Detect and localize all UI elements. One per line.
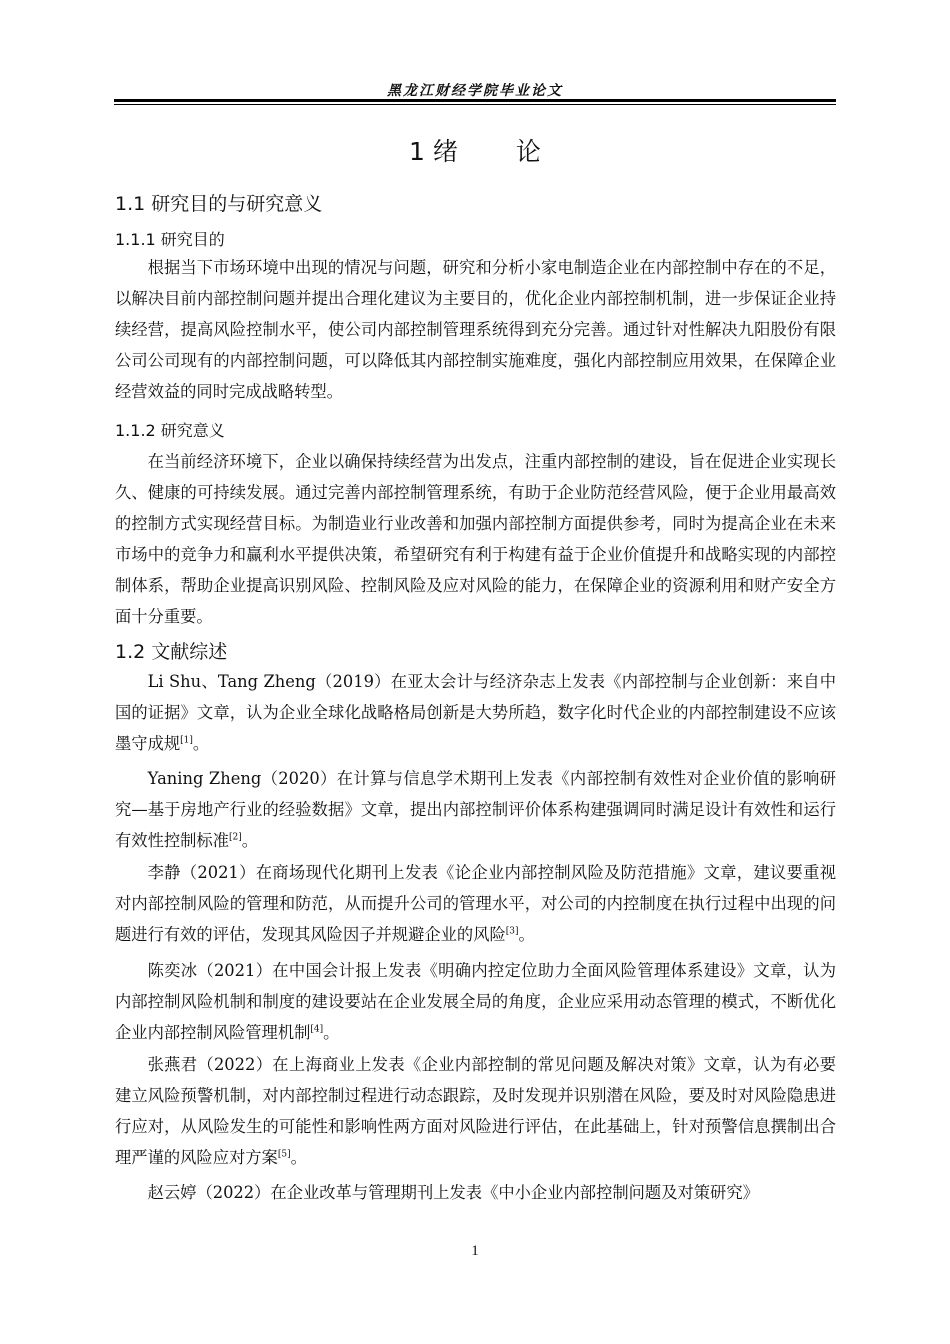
paragraph-research-purpose: 根据当下市场环境中出现的情况与问题，研究和分析小家电制造企业在内部控制中存在的不足，以解决目前内部控制问题并提出合理化建议为主要目的，优化企业内部控制机制，进一步保证企业持续经营，提高风险控制水平，使公司内部控制管理系统得到充分完善。通过针对性解决九阳股份有限公司公司现有的内部控制问题，可以降低其内部控制实施难度，强化内部控制应用效果，在保障企业经营效益的同时完成战略转型。	[115, 258, 836, 401]
citation-ref: [2]	[228, 832, 242, 843]
literature-paragraph: 李静（2021）在商场现代化期刊上发表《论企业内部控制风险及防范措施》文章，建议要重视对内部控制风险的管理和防范，从而提升公司的管理水平，对公司的内控制度在执行过程中出现的问题进行有效的评估，发现其风险因子并规避企业的风险[3]。	[115, 863, 836, 944]
header-rule-thick	[114, 99, 836, 102]
literature-paragraph: 赵云婷（2022）在企业改革与管理期刊上发表《中小企业内部控制问题及对策研究》	[147, 1183, 759, 1202]
literature-paragraph: Yaning Zheng（2020）在计算与信息学术期刊上发表《内部控制有效性对企业价值的影响研究—基于房地产行业的经验数据》文章，提出内部控制评价体系构建强调同时满足设计有效性和运行有效性控制标准[2]。	[115, 769, 836, 850]
header-title: 黑龙江财经学院毕业论文	[387, 83, 563, 99]
chapter-title-part1: 绪	[432, 137, 458, 166]
section-heading-1-2: 1.2 文献综述	[115, 641, 228, 663]
chapter-title-part2: 论	[515, 137, 541, 166]
subsection-heading-1-1-1: 1.1.1 研究目的	[115, 230, 225, 249]
literature-paragraph: 陈奕冰（2021）在中国会计报上发表《明确内控定位助力全面风险管理体系建设》文章，认为内部控制风险机制和制度的建设要站在企业发展全局的角度，企业应采用动态管理的模式，不断优化企业内部控制风险管理机制[4]。	[115, 961, 836, 1042]
paragraph-research-significance: 在当前经济环境下，企业以确保持续经营为出发点，注重内部控制的建设，旨在促进企业实现长久、健康的可持续发展。通过完善内部控制管理系统，有助于企业防范经营风险，便于企业用最高效的控制方式实现经营目标。为制造业行业改善和加强内部控制方面提供参考，同时为提高企业在未来市场中的竞争力和赢利水平提供决策，希望研究有利于构建有益于企业价值提升和战略实现的内部控制体系，帮助企业提高识别风险、控制风险及应对风险的能力，在保障企业的资源利用和财产安全方面十分重要。	[115, 452, 836, 626]
citation-ref: [5]	[277, 1149, 291, 1160]
literature-paragraph: 张燕君（2022）在上海商业上发表《企业内部控制的常见问题及解决对策》文章，认为有必要建立风险预警机制，对内部控制过程进行动态跟踪，及时发现并识别潜在风险，要及时对风险隐患进行应对，从风险发生的可能性和影响性两方面对风险进行评估，在此基础上，针对预警信息撰制出合理严谨的风险应对方案[5]。	[115, 1055, 836, 1167]
chapter-title	[0, 132, 950, 168]
citation-ref: [4]	[310, 1024, 324, 1035]
header-rule-thin	[114, 104, 836, 105]
chapter-number: 1	[409, 137, 425, 166]
literature-paragraph: Li Shu、Tang Zheng（2019）在亚太会计与经济杂志上发表《内部控制与企业创新：来自中国的证据》文章，认为企业全球化战略格局创新是大势所趋，数字化时代企业的内部控制建设不应该墨守成规[1]。	[115, 672, 836, 753]
page-number: 1	[471, 1243, 479, 1259]
subsection-heading-1-1-2: 1.1.2 研究意义	[115, 421, 225, 440]
citation-ref: [1]	[180, 735, 193, 746]
citation-ref: [3]	[505, 926, 519, 937]
section-heading-1-1: 1.1 研究目的与研究意义	[115, 193, 323, 215]
